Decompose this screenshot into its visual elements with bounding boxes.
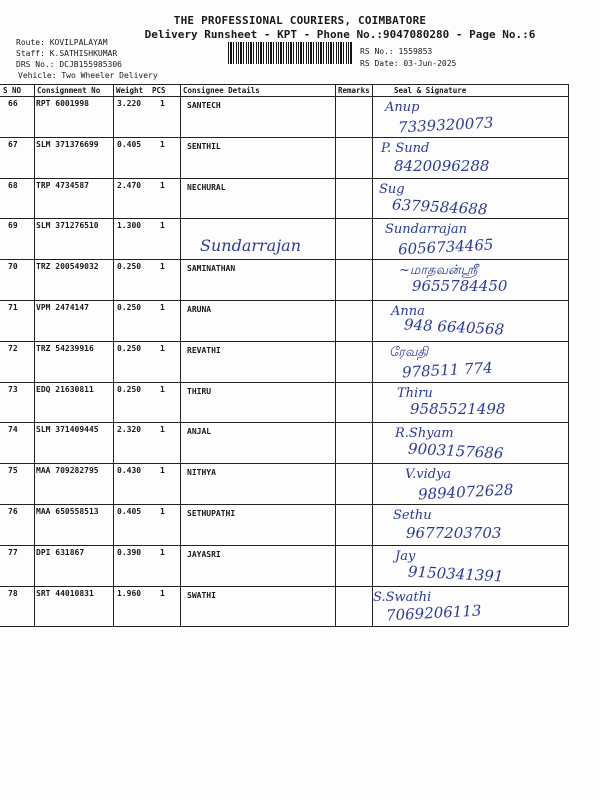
weight-value: 1.300 — [117, 221, 142, 231]
consignment-number: SLM 371409445 — [36, 425, 99, 435]
staff-label: Staff: K.SATHISHKUMAR — [16, 49, 118, 58]
serial-number: 66 — [8, 99, 18, 108]
signature-phone: 8420096288 — [394, 156, 490, 175]
pieces-count: 1 — [160, 262, 165, 272]
serial-number: 71 — [8, 303, 18, 312]
consignee-name: SWATHI — [187, 590, 216, 600]
pieces-count: 1 — [160, 139, 165, 149]
pieces-count: 1 — [160, 466, 165, 476]
pieces-count: 1 — [160, 221, 165, 231]
weight-value: 0.405 — [117, 139, 142, 149]
row-rule — [0, 422, 568, 423]
consignee-name: ARUNA — [187, 305, 212, 314]
runsheet-subtitle: Delivery Runsheet - KPT - Phone No.:9047080280 - Page No.:6 — [144, 28, 536, 41]
weight-value: 2.320 — [117, 425, 142, 435]
serial-number: 75 — [8, 466, 18, 476]
weight-value: 0.430 — [117, 466, 142, 476]
signature-phone: 9585521498 — [410, 399, 506, 418]
row-rule — [0, 586, 568, 587]
consignment-number: DPI 631867 — [36, 547, 85, 557]
serial-number: 70 — [8, 262, 18, 272]
consignee-name: SANTECH — [187, 101, 221, 110]
signature-name: ரேவதி — [389, 344, 429, 360]
consignment-number: EDQ 21630811 — [36, 384, 94, 394]
pieces-count: 1 — [160, 384, 165, 394]
pieces-count: 1 — [160, 547, 165, 557]
col-weight-header: Weight — [116, 86, 144, 95]
signature-name: Thiru — [397, 385, 433, 401]
handwritten-consignee: Sundarrajan — [200, 236, 301, 256]
route-label: Route: KOVILPALAYAM — [16, 38, 108, 47]
signature-phone: 6379584688 — [391, 195, 488, 219]
consignment-number: VPM 2474147 — [36, 303, 89, 312]
signature-name: Sundarrajan — [385, 222, 468, 238]
barcode — [228, 42, 352, 64]
pieces-count: 1 — [160, 425, 165, 435]
signature-phone: 9677203703 — [406, 524, 502, 542]
weight-value: 0.250 — [117, 262, 142, 272]
consignment-number: SLM 371376699 — [36, 139, 99, 149]
col-sno-header: S NO — [3, 86, 22, 95]
consignee-name: THIRU — [187, 386, 212, 396]
header-bottom-rule — [0, 96, 568, 97]
consignment-number: TRZ 54239916 — [36, 343, 94, 353]
consignee-name: SAMINATHAN — [187, 264, 236, 274]
signature-phone: 9003157686 — [407, 439, 504, 463]
weight-value: 0.250 — [117, 384, 142, 394]
row-rule — [0, 341, 568, 342]
vehicle-label: Vehicle: Two Wheeler Delivery — [18, 71, 158, 80]
serial-number: 67 — [8, 139, 18, 149]
consignee-name: NECHURAL — [187, 182, 226, 192]
consignment-number: SLM 371276510 — [36, 221, 99, 231]
signature-phone: 6056734465 — [397, 235, 494, 259]
consignment-number: SRT 44010831 — [36, 588, 94, 598]
col-consignee-header: Consignee Details — [183, 86, 260, 95]
signature-phone: 978511 774 — [401, 358, 494, 382]
consignment-number: TRZ 200549032 — [36, 262, 99, 272]
signature-phone: 9894072628 — [417, 480, 514, 504]
col-pcs-header: PCS — [152, 86, 166, 95]
rs-number: RS No.: 1559853 — [360, 47, 433, 56]
signature-name: Sethu — [393, 508, 432, 523]
serial-number: 76 — [8, 507, 18, 516]
serial-number: 74 — [8, 425, 18, 435]
signature-name: Anup — [385, 100, 420, 115]
row-rule — [0, 300, 568, 301]
weight-value: 0.250 — [117, 303, 142, 312]
signature-name: Jay — [395, 548, 416, 564]
signature-name: P. Sund — [381, 140, 430, 156]
consignment-number: TRP 4734587 — [36, 180, 89, 190]
signature-phone: 9150341391 — [407, 562, 504, 586]
signature-name: S.Swathi — [373, 589, 432, 605]
consignee-name: JAYASRI — [187, 549, 221, 559]
signature-phone: 948 6640568 — [403, 315, 505, 339]
weight-value: 2.470 — [117, 180, 142, 190]
weight-value: 1.960 — [117, 588, 142, 598]
weight-value: 0.405 — [117, 507, 142, 516]
consignee-name: SETHUPATHI — [187, 509, 236, 518]
signature-name: Sug — [379, 181, 405, 197]
row-rule — [0, 626, 568, 627]
serial-number: 68 — [8, 180, 18, 190]
consignee-name: ANJAL — [187, 427, 212, 437]
signature-phone: 7069206113 — [385, 601, 482, 625]
row-rule — [0, 545, 568, 546]
consignment-number: MAA 709282795 — [36, 466, 99, 476]
weight-value: 3.220 — [117, 99, 142, 108]
row-rule — [0, 137, 568, 138]
col-signature-header: Seal & Signature — [394, 86, 467, 95]
signature-phone: 7339320073 — [397, 113, 494, 137]
consignment-number: MAA 650558513 — [36, 507, 99, 516]
col-remarks-header: Remarks — [338, 86, 370, 95]
pieces-count: 1 — [160, 180, 165, 190]
signature-phone: 9655784450 — [412, 277, 508, 296]
col-consignment-header: Consignment No — [37, 86, 101, 95]
row-rule — [0, 463, 568, 464]
consignee-name: REVATHI — [187, 345, 221, 355]
row-rule — [0, 178, 568, 179]
signature-name: Anna — [391, 304, 425, 319]
row-rule — [0, 382, 568, 383]
weight-value: 0.250 — [117, 343, 142, 353]
signature-name: V.vidya — [405, 467, 452, 483]
drs-label: DRS No.: DCJB155985306 — [16, 60, 122, 69]
rs-date: RS Date: 03-Jun-2025 — [360, 59, 457, 68]
consignment-number: RPT 6001998 — [36, 99, 89, 108]
consignee-name: NITHYA — [187, 468, 216, 478]
pieces-count: 1 — [160, 303, 165, 312]
serial-number: 73 — [8, 384, 18, 394]
serial-number: 78 — [8, 588, 18, 598]
signature-name: ~மாதவன்ஸ்ரீ — [399, 263, 478, 279]
serial-number: 77 — [8, 547, 18, 557]
serial-number: 72 — [8, 343, 18, 353]
weight-value: 0.390 — [117, 547, 142, 557]
table-top-rule — [0, 84, 568, 85]
signature-name: R.Shyam — [395, 426, 454, 442]
column-divider — [568, 84, 569, 626]
company-title: THE PROFESSIONAL COURIERS, COIMBATORE — [173, 14, 427, 27]
serial-number: 69 — [8, 221, 18, 231]
pieces-count: 1 — [160, 507, 165, 516]
pieces-count: 1 — [160, 99, 165, 108]
row-rule — [0, 504, 568, 505]
consignee-name: SENTHIL — [187, 141, 221, 151]
pieces-count: 1 — [160, 343, 165, 353]
pieces-count: 1 — [160, 588, 165, 598]
row-rule — [0, 259, 568, 260]
